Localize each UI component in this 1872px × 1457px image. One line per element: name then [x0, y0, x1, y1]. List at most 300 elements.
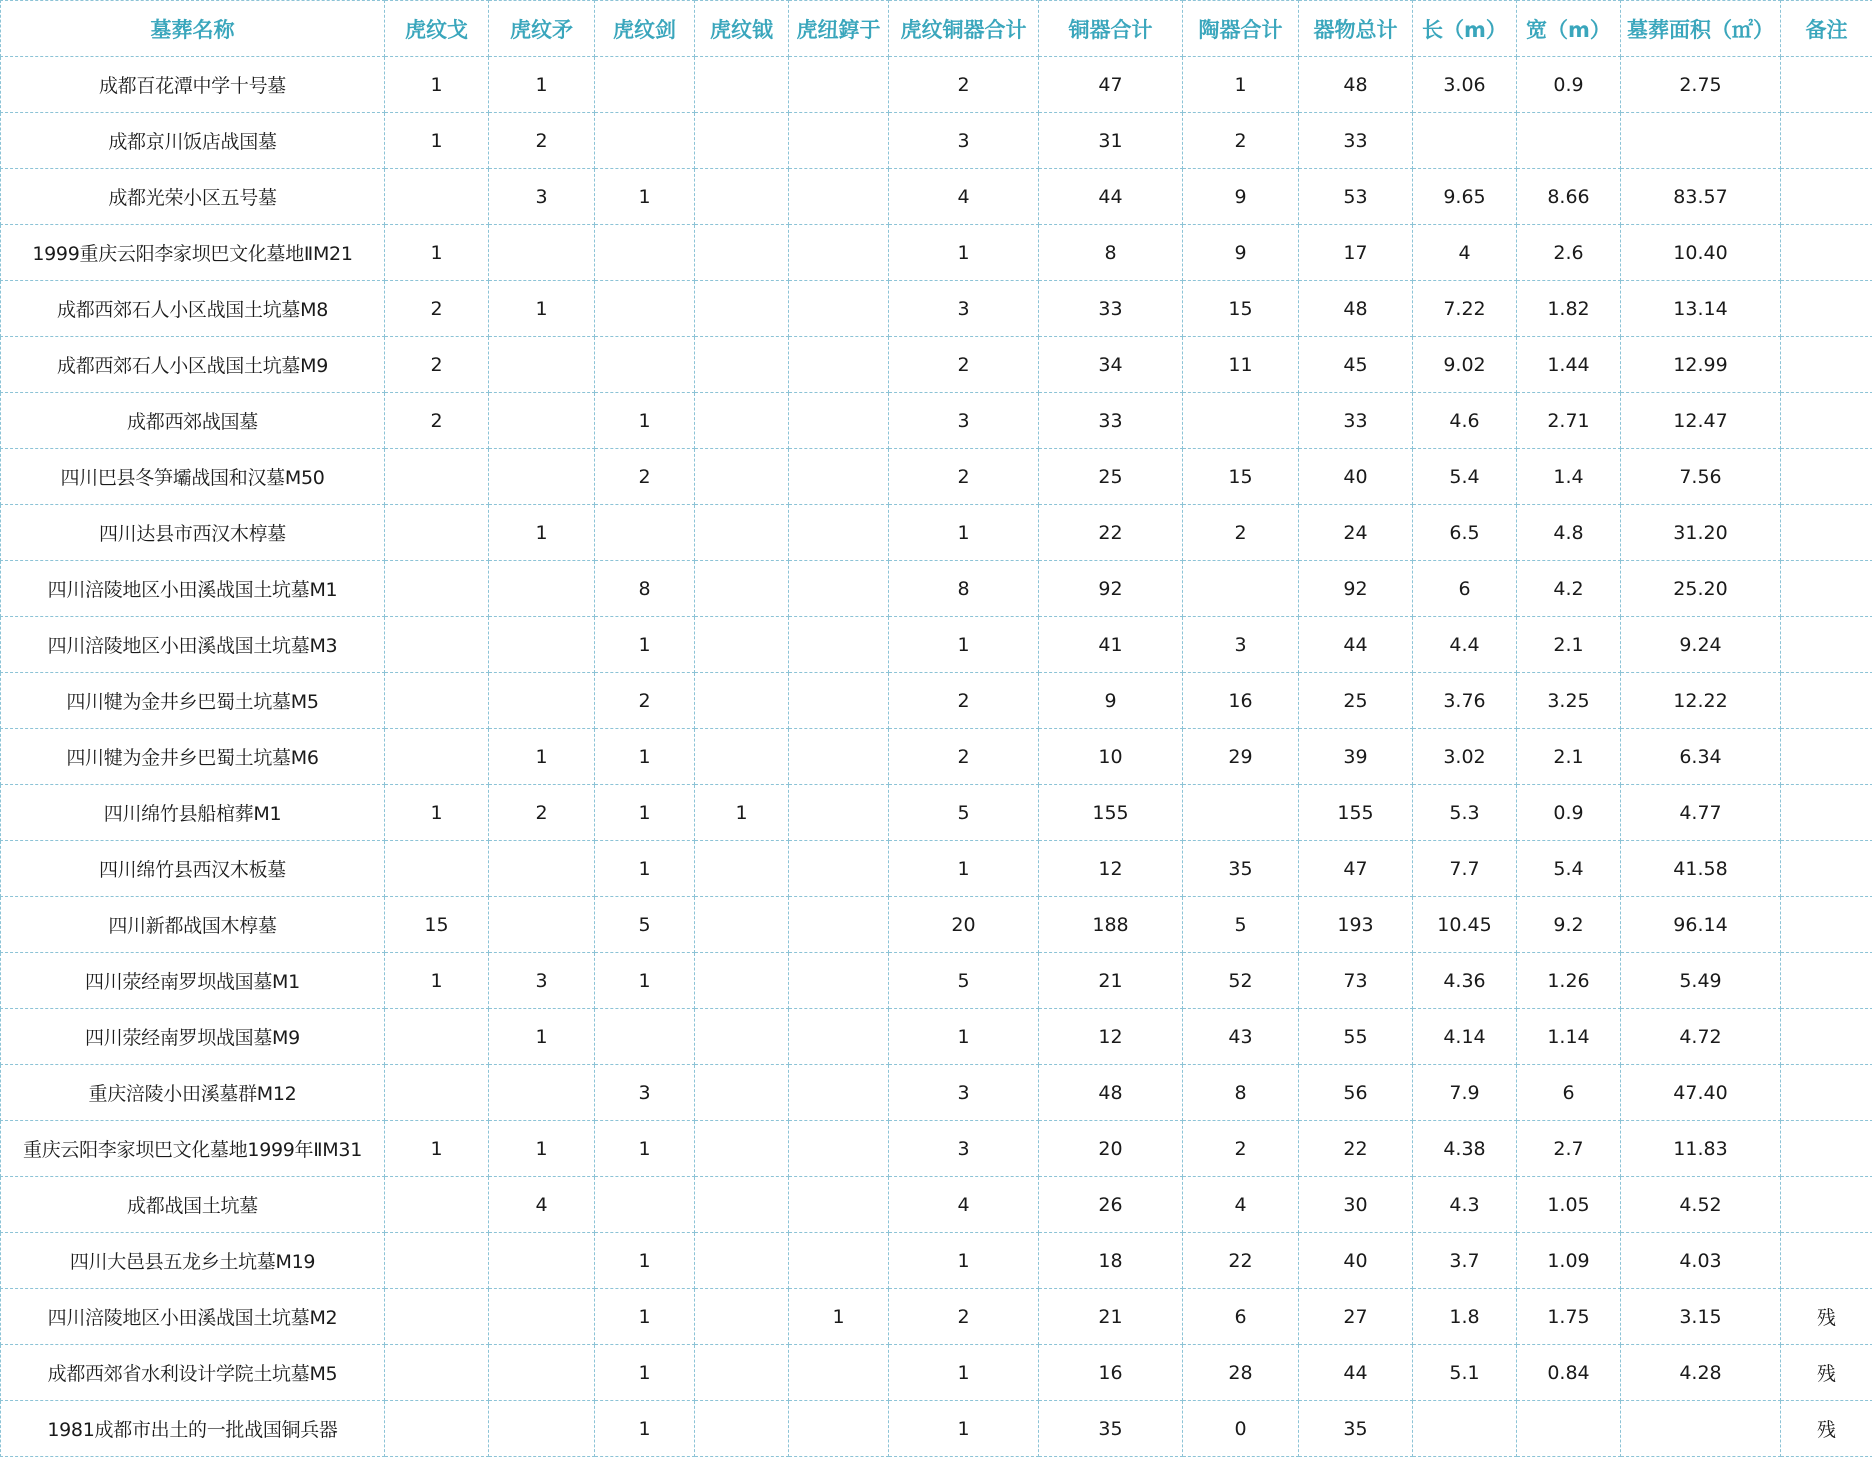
cell-tiger-jian: 1: [595, 1401, 695, 1457]
cell-remarks: [1781, 841, 1872, 897]
cell-tiger-bronze-total: 2: [889, 57, 1039, 113]
col-header-tiger-bronze-total: 虎纹铜器合计: [889, 1, 1039, 57]
cell-tiger-chunyu: [789, 953, 889, 1009]
cell-area: 7.56: [1621, 449, 1781, 505]
cell-pottery-total: 1: [1183, 57, 1299, 113]
cell-tiger-ge: [385, 617, 489, 673]
table-row: [1, 225, 1872, 281]
cell-tiger-bronze-total: 20: [889, 897, 1039, 953]
table-row: [1, 281, 1872, 337]
cell-length: 7.22: [1413, 281, 1517, 337]
cell-width: 1.44: [1517, 337, 1621, 393]
cell-bronze-total: 92: [1039, 561, 1183, 617]
cell-remarks: [1781, 1121, 1872, 1177]
cell-tiger-mao: [489, 225, 595, 281]
cell-remarks: [1781, 561, 1872, 617]
cell-pottery-total: 2: [1183, 113, 1299, 169]
cell-pottery-total: [1183, 393, 1299, 449]
cell-tiger-chunyu: [789, 1345, 889, 1401]
cell-tiger-bronze-total: 2: [889, 337, 1039, 393]
cell-width: 1.75: [1517, 1289, 1621, 1345]
header-row: [1, 1, 1872, 57]
cell-tiger-ge: [385, 1345, 489, 1401]
cell-width: 1.05: [1517, 1177, 1621, 1233]
cell-tiger-yue: [695, 57, 789, 113]
cell-width: 2.1: [1517, 729, 1621, 785]
cell-tiger-yue: [695, 897, 789, 953]
cell-pottery-total: 2: [1183, 505, 1299, 561]
cell-tiger-jian: 1: [595, 169, 695, 225]
cell-tiger-chunyu: [789, 1065, 889, 1121]
cell-bronze-total: 188: [1039, 897, 1183, 953]
cell-tiger-yue: [695, 1401, 789, 1457]
cell-tiger-bronze-total: 5: [889, 953, 1039, 1009]
table-body: [1, 57, 1872, 1457]
cell-tomb-name: 1981成都市出土的一批战国铜兵器: [1, 1401, 385, 1457]
cell-area: 83.57: [1621, 169, 1781, 225]
cell-bronze-total: 47: [1039, 57, 1183, 113]
cell-tiger-jian: [595, 281, 695, 337]
cell-pottery-total: 2: [1183, 1121, 1299, 1177]
table-row: [1, 337, 1872, 393]
cell-width: 3.25: [1517, 673, 1621, 729]
cell-artifact-total: 35: [1299, 1401, 1413, 1457]
cell-tomb-name: 四川大邑县五龙乡土坑墓M19: [1, 1233, 385, 1289]
cell-artifact-total: 193: [1299, 897, 1413, 953]
cell-tiger-yue: [695, 1065, 789, 1121]
cell-pottery-total: [1183, 561, 1299, 617]
cell-tiger-jian: 1: [595, 617, 695, 673]
cell-pottery-total: 35: [1183, 841, 1299, 897]
cell-tiger-chunyu: [789, 393, 889, 449]
cell-tiger-jian: [595, 57, 695, 113]
cell-tiger-chunyu: [789, 281, 889, 337]
cell-tiger-ge: [385, 169, 489, 225]
cell-tomb-name: 重庆涪陵小田溪墓群M12: [1, 1065, 385, 1121]
cell-width: 1.09: [1517, 1233, 1621, 1289]
cell-tomb-name: 成都西郊石人小区战国土坑墓M9: [1, 337, 385, 393]
cell-tiger-bronze-total: 2: [889, 449, 1039, 505]
cell-tiger-yue: [695, 169, 789, 225]
cell-tiger-chunyu: [789, 1009, 889, 1065]
cell-tiger-bronze-total: 1: [889, 1009, 1039, 1065]
cell-tiger-mao: 1: [489, 1009, 595, 1065]
cell-bronze-total: 155: [1039, 785, 1183, 841]
cell-tiger-jian: 8: [595, 561, 695, 617]
table-row: [1, 1121, 1872, 1177]
cell-remarks: [1781, 953, 1872, 1009]
cell-tiger-bronze-total: 4: [889, 169, 1039, 225]
cell-length: 4.14: [1413, 1009, 1517, 1065]
cell-area: 4.28: [1621, 1345, 1781, 1401]
cell-bronze-total: 12: [1039, 841, 1183, 897]
cell-artifact-total: 30: [1299, 1177, 1413, 1233]
cell-pottery-total: 29: [1183, 729, 1299, 785]
cell-tiger-ge: 1: [385, 225, 489, 281]
cell-pottery-total: 5: [1183, 897, 1299, 953]
cell-width: 1.14: [1517, 1009, 1621, 1065]
table-row: [1, 393, 1872, 449]
cell-bronze-total: 34: [1039, 337, 1183, 393]
cell-remarks: [1781, 897, 1872, 953]
cell-tiger-chunyu: [789, 1233, 889, 1289]
cell-tiger-yue: [695, 225, 789, 281]
cell-tiger-yue: [695, 281, 789, 337]
table-row: [1, 785, 1872, 841]
table-row: [1, 729, 1872, 785]
col-header-bronze-total: 铜器合计: [1039, 1, 1183, 57]
cell-artifact-total: 56: [1299, 1065, 1413, 1121]
cell-length: 4: [1413, 225, 1517, 281]
cell-bronze-total: 21: [1039, 1289, 1183, 1345]
cell-tiger-ge: [385, 673, 489, 729]
cell-tomb-name: 1999重庆云阳李家坝巴文化墓地ⅡM21: [1, 225, 385, 281]
cell-artifact-total: 40: [1299, 449, 1413, 505]
cell-length: 9.02: [1413, 337, 1517, 393]
cell-pottery-total: 0: [1183, 1401, 1299, 1457]
cell-tiger-yue: [695, 841, 789, 897]
cell-tiger-ge: 15: [385, 897, 489, 953]
cell-pottery-total: 3: [1183, 617, 1299, 673]
cell-tiger-jian: 5: [595, 897, 695, 953]
cell-tiger-chunyu: [789, 841, 889, 897]
cell-artifact-total: 48: [1299, 281, 1413, 337]
cell-artifact-total: 73: [1299, 953, 1413, 1009]
cell-bronze-total: 21: [1039, 953, 1183, 1009]
cell-tiger-ge: 1: [385, 1121, 489, 1177]
cell-length: 4.3: [1413, 1177, 1517, 1233]
cell-pottery-total: 15: [1183, 281, 1299, 337]
cell-tiger-mao: 1: [489, 57, 595, 113]
cell-tiger-chunyu: 1: [789, 1289, 889, 1345]
table-row: [1, 1009, 1872, 1065]
cell-tiger-mao: [489, 841, 595, 897]
cell-tiger-bronze-total: 1: [889, 505, 1039, 561]
cell-tiger-chunyu: [789, 225, 889, 281]
cell-width: 0.84: [1517, 1345, 1621, 1401]
cell-artifact-total: 47: [1299, 841, 1413, 897]
cell-tiger-chunyu: [789, 561, 889, 617]
cell-area: 6.34: [1621, 729, 1781, 785]
cell-tiger-jian: [595, 1177, 695, 1233]
cell-area: 5.49: [1621, 953, 1781, 1009]
cell-tiger-chunyu: [789, 113, 889, 169]
cell-tiger-jian: 1: [595, 841, 695, 897]
col-header-tiger-ge: 虎纹戈: [385, 1, 489, 57]
cell-remarks: [1781, 729, 1872, 785]
cell-tiger-bronze-total: 3: [889, 393, 1039, 449]
cell-tiger-mao: 2: [489, 113, 595, 169]
cell-tiger-mao: [489, 449, 595, 505]
cell-area: 12.22: [1621, 673, 1781, 729]
col-header-pottery-total: 陶器合计: [1183, 1, 1299, 57]
table-row: [1, 1177, 1872, 1233]
cell-tiger-ge: [385, 561, 489, 617]
cell-remarks: [1781, 393, 1872, 449]
cell-tiger-jian: 3: [595, 1065, 695, 1121]
col-header-area: 墓葬面积（㎡）: [1621, 1, 1781, 57]
cell-remarks: [1781, 785, 1872, 841]
cell-remarks: [1781, 449, 1872, 505]
cell-tomb-name: 重庆云阳李家坝巴文化墓地1999年ⅡM31: [1, 1121, 385, 1177]
cell-tiger-mao: 1: [489, 1121, 595, 1177]
cell-tiger-mao: 3: [489, 169, 595, 225]
cell-tiger-jian: 1: [595, 1345, 695, 1401]
table-row: [1, 1065, 1872, 1121]
cell-artifact-total: 25: [1299, 673, 1413, 729]
cell-artifact-total: 48: [1299, 57, 1413, 113]
cell-area: 96.14: [1621, 897, 1781, 953]
cell-area: 11.83: [1621, 1121, 1781, 1177]
cell-area: [1621, 113, 1781, 169]
cell-pottery-total: 9: [1183, 169, 1299, 225]
col-header-tiger-mao: 虎纹矛: [489, 1, 595, 57]
cell-remarks: [1781, 225, 1872, 281]
cell-tiger-jian: 1: [595, 729, 695, 785]
cell-bronze-total: 12: [1039, 1009, 1183, 1065]
cell-width: 2.1: [1517, 617, 1621, 673]
cell-tiger-mao: [489, 1233, 595, 1289]
table-row: [1, 1345, 1872, 1401]
cell-tiger-bronze-total: 2: [889, 673, 1039, 729]
cell-pottery-total: 9: [1183, 225, 1299, 281]
cell-pottery-total: 22: [1183, 1233, 1299, 1289]
cell-tiger-jian: 1: [595, 393, 695, 449]
cell-length: 4.38: [1413, 1121, 1517, 1177]
cell-tiger-yue: [695, 449, 789, 505]
cell-tiger-jian: [595, 337, 695, 393]
cell-artifact-total: 45: [1299, 337, 1413, 393]
cell-tiger-chunyu: [789, 673, 889, 729]
cell-tiger-bronze-total: 2: [889, 1289, 1039, 1345]
cell-tiger-mao: [489, 393, 595, 449]
cell-length: 1.8: [1413, 1289, 1517, 1345]
cell-bronze-total: 31: [1039, 113, 1183, 169]
cell-tiger-mao: [489, 617, 595, 673]
cell-bronze-total: 44: [1039, 169, 1183, 225]
cell-width: 1.26: [1517, 953, 1621, 1009]
cell-remarks: [1781, 673, 1872, 729]
cell-tiger-bronze-total: 1: [889, 225, 1039, 281]
cell-tiger-yue: [695, 617, 789, 673]
cell-width: 4.2: [1517, 561, 1621, 617]
cell-tiger-yue: [695, 953, 789, 1009]
cell-artifact-total: 155: [1299, 785, 1413, 841]
cell-tiger-bronze-total: 4: [889, 1177, 1039, 1233]
cell-tiger-ge: 2: [385, 281, 489, 337]
cell-bronze-total: 35: [1039, 1401, 1183, 1457]
cell-width: [1517, 113, 1621, 169]
cell-length: 10.45: [1413, 897, 1517, 953]
cell-tiger-bronze-total: 8: [889, 561, 1039, 617]
cell-area: 47.40: [1621, 1065, 1781, 1121]
cell-tiger-chunyu: [789, 505, 889, 561]
cell-area: 25.20: [1621, 561, 1781, 617]
cell-width: 1.4: [1517, 449, 1621, 505]
cell-tiger-yue: [695, 1177, 789, 1233]
cell-tiger-yue: [695, 1009, 789, 1065]
cell-artifact-total: 22: [1299, 1121, 1413, 1177]
cell-length: 6.5: [1413, 505, 1517, 561]
cell-pottery-total: 4: [1183, 1177, 1299, 1233]
cell-length: 9.65: [1413, 169, 1517, 225]
cell-artifact-total: 33: [1299, 393, 1413, 449]
cell-tiger-chunyu: [789, 617, 889, 673]
cell-tiger-bronze-total: 3: [889, 1121, 1039, 1177]
cell-tiger-mao: 1: [489, 505, 595, 561]
cell-artifact-total: 92: [1299, 561, 1413, 617]
cell-tiger-yue: [695, 1289, 789, 1345]
cell-area: 4.72: [1621, 1009, 1781, 1065]
cell-tiger-chunyu: [789, 729, 889, 785]
cell-tiger-ge: [385, 1401, 489, 1457]
cell-tomb-name: 四川涪陵地区小田溪战国土坑墓M1: [1, 561, 385, 617]
cell-tiger-ge: 1: [385, 113, 489, 169]
cell-tiger-ge: 1: [385, 57, 489, 113]
table-row: [1, 953, 1872, 1009]
cell-tiger-jian: 2: [595, 449, 695, 505]
cell-width: [1517, 1401, 1621, 1457]
cell-tiger-chunyu: [789, 337, 889, 393]
cell-bronze-total: 10: [1039, 729, 1183, 785]
cell-artifact-total: 55: [1299, 1009, 1413, 1065]
cell-length: 3.7: [1413, 1233, 1517, 1289]
cell-width: 9.2: [1517, 897, 1621, 953]
cell-tomb-name: 四川荥经南罗坝战国墓M9: [1, 1009, 385, 1065]
cell-tiger-chunyu: [789, 1121, 889, 1177]
cell-width: 8.66: [1517, 169, 1621, 225]
cell-tiger-ge: [385, 729, 489, 785]
cell-pottery-total: 11: [1183, 337, 1299, 393]
cell-bronze-total: 26: [1039, 1177, 1183, 1233]
cell-tomb-name: 成都百花潭中学十号墓: [1, 57, 385, 113]
cell-length: 4.4: [1413, 617, 1517, 673]
col-header-length: 长（m）: [1413, 1, 1517, 57]
cell-width: 0.9: [1517, 785, 1621, 841]
cell-pottery-total: 6: [1183, 1289, 1299, 1345]
col-header-tomb-name: 墓葬名称: [1, 1, 385, 57]
cell-width: 1.82: [1517, 281, 1621, 337]
cell-tiger-yue: [695, 393, 789, 449]
cell-length: 7.9: [1413, 1065, 1517, 1121]
cell-remarks: [1781, 1065, 1872, 1121]
cell-tiger-yue: 1: [695, 785, 789, 841]
cell-tomb-name: 四川犍为金井乡巴蜀土坑墓M6: [1, 729, 385, 785]
cell-pottery-total: 43: [1183, 1009, 1299, 1065]
cell-bronze-total: 18: [1039, 1233, 1183, 1289]
cell-bronze-total: 25: [1039, 449, 1183, 505]
cell-remarks: 残: [1781, 1289, 1872, 1345]
cell-tiger-ge: [385, 1177, 489, 1233]
cell-tiger-bronze-total: 3: [889, 1065, 1039, 1121]
cell-tiger-ge: [385, 449, 489, 505]
cell-tiger-mao: 1: [489, 729, 595, 785]
cell-tiger-bronze-total: 3: [889, 113, 1039, 169]
cell-artifact-total: 53: [1299, 169, 1413, 225]
cell-bronze-total: 48: [1039, 1065, 1183, 1121]
col-header-tiger-jian: 虎纹剑: [595, 1, 695, 57]
cell-tomb-name: 四川新都战国木椁墓: [1, 897, 385, 953]
cell-width: 4.8: [1517, 505, 1621, 561]
cell-tiger-yue: [695, 673, 789, 729]
cell-bronze-total: 41: [1039, 617, 1183, 673]
cell-width: 5.4: [1517, 841, 1621, 897]
cell-length: 5.1: [1413, 1345, 1517, 1401]
cell-width: 6: [1517, 1065, 1621, 1121]
cell-tiger-ge: 2: [385, 393, 489, 449]
cell-area: [1621, 1401, 1781, 1457]
cell-tiger-jian: 1: [595, 953, 695, 1009]
table-row: [1, 561, 1872, 617]
cell-tiger-mao: [489, 1401, 595, 1457]
cell-remarks: [1781, 1233, 1872, 1289]
cell-tiger-jian: [595, 225, 695, 281]
table-row: [1, 617, 1872, 673]
cell-tiger-bronze-total: 5: [889, 785, 1039, 841]
cell-length: 3.76: [1413, 673, 1517, 729]
cell-artifact-total: 40: [1299, 1233, 1413, 1289]
cell-tiger-bronze-total: 3: [889, 281, 1039, 337]
table-row: [1, 841, 1872, 897]
cell-bronze-total: 22: [1039, 505, 1183, 561]
cell-tiger-bronze-total: 1: [889, 1401, 1039, 1457]
cell-tiger-ge: [385, 505, 489, 561]
table-row: [1, 1289, 1872, 1345]
cell-tiger-mao: [489, 561, 595, 617]
cell-remarks: [1781, 1177, 1872, 1233]
cell-tiger-chunyu: [789, 449, 889, 505]
cell-tomb-name: 四川绵竹县船棺葬M1: [1, 785, 385, 841]
col-header-width: 宽（m）: [1517, 1, 1621, 57]
cell-tiger-chunyu: [789, 1401, 889, 1457]
cell-tiger-yue: [695, 1121, 789, 1177]
cell-tiger-yue: [695, 337, 789, 393]
cell-tiger-ge: [385, 1233, 489, 1289]
cell-tiger-chunyu: [789, 897, 889, 953]
cell-length: 3.06: [1413, 57, 1517, 113]
cell-area: 12.47: [1621, 393, 1781, 449]
cell-tiger-chunyu: [789, 785, 889, 841]
cell-area: 4.77: [1621, 785, 1781, 841]
cell-width: 2.7: [1517, 1121, 1621, 1177]
cell-area: 3.15: [1621, 1289, 1781, 1345]
cell-tiger-bronze-total: 2: [889, 729, 1039, 785]
cell-remarks: [1781, 281, 1872, 337]
col-header-tiger-chunyu: 虎纽錞于: [789, 1, 889, 57]
cell-tomb-name: 四川巴县冬笋壩战国和汉墓M50: [1, 449, 385, 505]
cell-tomb-name: 四川荥经南罗坝战国墓M1: [1, 953, 385, 1009]
cell-area: 4.03: [1621, 1233, 1781, 1289]
cell-tiger-mao: 2: [489, 785, 595, 841]
cell-tiger-bronze-total: 1: [889, 617, 1039, 673]
cell-tiger-jian: 1: [595, 785, 695, 841]
cell-tiger-ge: [385, 1009, 489, 1065]
cell-area: 41.58: [1621, 841, 1781, 897]
cell-tomb-name: 四川涪陵地区小田溪战国土坑墓M2: [1, 1289, 385, 1345]
cell-tiger-bronze-total: 1: [889, 841, 1039, 897]
cell-remarks: [1781, 169, 1872, 225]
cell-tomb-name: 成都西郊石人小区战国土坑墓M8: [1, 281, 385, 337]
cell-tiger-jian: 1: [595, 1121, 695, 1177]
cell-tomb-name: 成都西郊省水利设计学院土坑墓M5: [1, 1345, 385, 1401]
cell-length: 4.6: [1413, 393, 1517, 449]
cell-tiger-mao: [489, 1065, 595, 1121]
cell-area: 2.75: [1621, 57, 1781, 113]
cell-pottery-total: 8: [1183, 1065, 1299, 1121]
cell-tiger-mao: [489, 897, 595, 953]
cell-tiger-jian: [595, 113, 695, 169]
cell-length: 7.7: [1413, 841, 1517, 897]
